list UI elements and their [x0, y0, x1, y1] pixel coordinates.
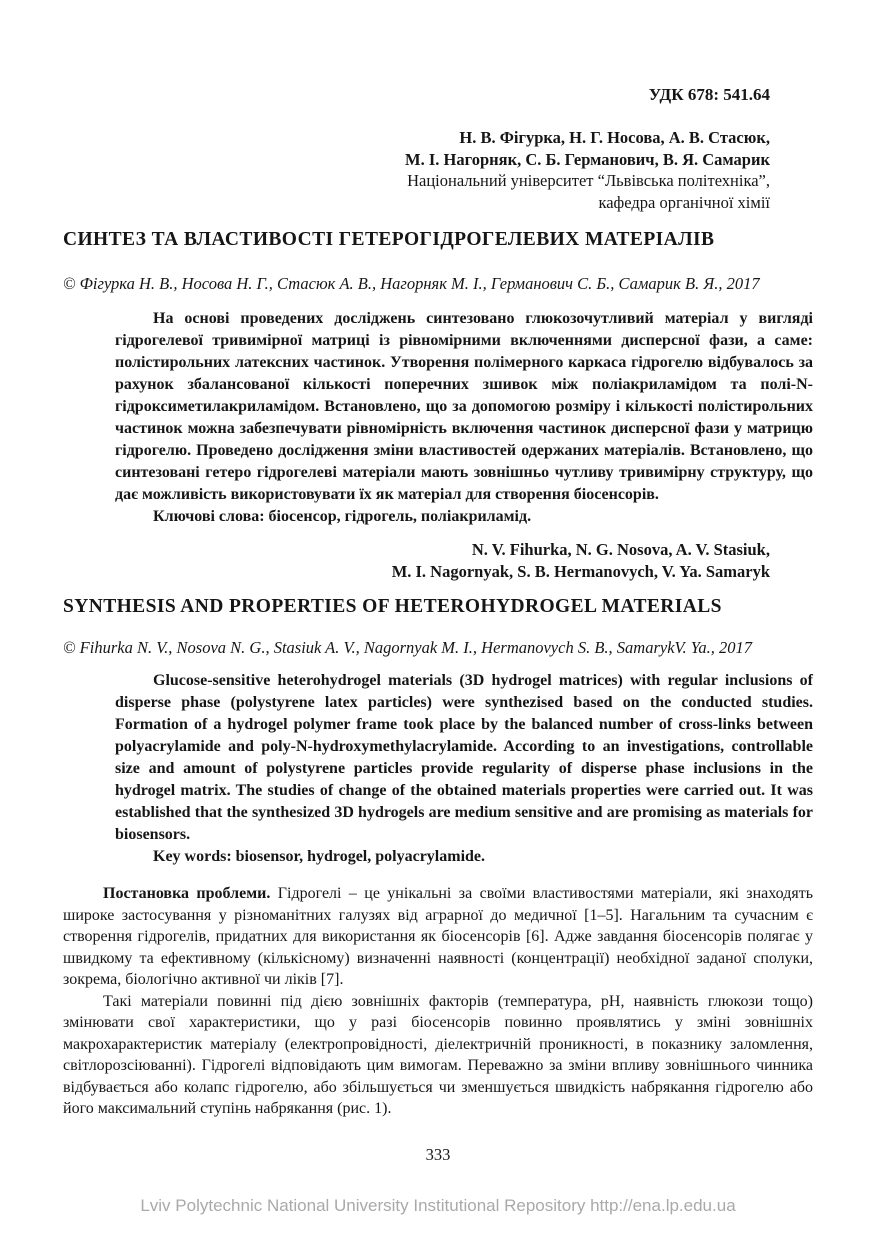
keywords-en: Key words: biosensor, hydrogel, polyacrylamide. — [153, 848, 486, 865]
abstract-uk — [115, 308, 813, 528]
authors-uk-line-1: Н. В. Фігурка, Н. Г. Носова, А. В. Стасюк, — [459, 128, 770, 147]
paragraph-problem-statement-text: Гідрогелі – це унікальні за своїми властивостями матеріали, які знаходять широке застосування у різноманітних галузях від аграрної до медичної [1–5]. Нагальним та сучасним є створення гідрогелів, придатних для використання як біосенсорів [6]. Адже завдання біосенсорів полягає у швидкому та ефективному (кількісному) визначенні наявності (концентрації) необхідної заданої сполуки, зокрема, біологічно активної чи ліків [7]. — [63, 885, 814, 988]
abstract-en-text: Glucose-sensitive heterohydrogel materials (3D hydrogel matrices) with regular inclusions of disperse phase (polystyrene latex particles) were synthezised based on the conducted studies. Formation of a hydrogel polymer frame took place by the balanced number of cross-links between polyacrylamide and poly-N-hydroxymethylacrylamide. According to an investigations, controllable size and amount of polystyrene particles provide regularity of disperse phase inclusions in the hydrogel matrix. The studies of change of the obtained materials properties were carried out. It was established that the synthesized 3D hydrogels are medium sensitive and are promising as materials for biosensors. — [115, 672, 813, 843]
paragraph-materials-properties: Такі матеріали повинні під дією зовнішніх факторів (температура, pH, наявність глюкози тощо) змінювати свої характеристики, що у разі біосенсорів повинно проявлятись у зміні зовнішніх макрохарактеристик матеріалу (електропровідності, діелектричній проникності, в показнику заломлення, світлорозсіюванні). Гідрогелі відповідають цим вимогам. Переважно за зміни впливу зовнішнього чинника відбувається або колапс гідрогелю, або збільшується чи зменшується швидкість набрякання гідрогелю або його максимальний ступінь набрякання (рис. 1). — [63, 992, 813, 1117]
article-title-en: SYNTHESIS AND PROPERTIES OF HETEROHYDROGEL MATERIALS — [63, 596, 722, 617]
abstract-uk-text: На основі проведених досліджень синтезовано глюкозочутливий матеріал у вигляді гідрогелевої тривимірної матриці із рівномірними включеннями дисперсної фази, а саме: полістирольних латексних частинок. Утворення полімерного каркаса гідрогелю відбувалось за рахунок збалансованої кількості поперечних зшивок між поліакриламідом та полі-N-гідроксиметилакриламідом. Встановлено, що за допомогою розміру і кількості полістирольних частинок можна забезпечувати рівномірність включення частинок дисперсної фази у матрицю гідрогелю. Проведено дослідження зміни властивостей одержаних матеріалів. Встановлено, що синтезовані гетеро гідрогелеві матеріали мають зовнішньо чутливу тривимірну структуру, що дає можливість використовувати їх як матеріал для створення біосенсорів. — [115, 310, 813, 503]
copyright-line-en: © Fihurka N. V., Nosova N. G., Stasiuk A. V., Nagornyak M. I., Hermanovych S. B., SamarykV. Ya., 2017 — [63, 638, 753, 657]
authors-en-line-2: M. I. Nagornyak, S. B. Hermanovych, V. Ya. Samaryk — [391, 561, 770, 581]
article-title-uk: СИНТЕЗ ТА ВЛАСТИВОСТІ ГЕТЕРОГІДРОГЕЛЕВИХ МАТЕРІАЛІВ — [63, 229, 715, 250]
authors-en-line-1: N. V. Fihurka, N. G. Nosova, A. V. Stasiuk, — [471, 540, 770, 559]
paragraph-problem-statement — [63, 883, 813, 991]
author-block-uk — [63, 127, 813, 213]
abstract-en — [115, 670, 813, 868]
article-body — [63, 883, 813, 1120]
author-block-en — [63, 539, 813, 582]
repository-footer: Lviv Polytechnic National University Institutional Repository http://ena.lp.edu.ua — [140, 1196, 736, 1215]
affiliation-university: Національний університет “Львівська політехніка”, — [407, 171, 770, 190]
authors-uk-line-2: М. І. Нагорняк, С. Б. Германович, В. Я. Самарик — [405, 149, 770, 169]
udc-code: УДК 678: 541.64 — [648, 85, 770, 104]
page-number: 333 — [425, 1145, 451, 1164]
copyright-line-uk: © Фігурка Н. В., Носова Н. Г., Стасюк А. В., Нагорняк М. І., Германович С. Б., Самарик В. Я., 2017 — [63, 274, 760, 293]
keywords-uk: Ключові слова: біосенсор, гідрогель, поліакриламід. — [153, 508, 532, 525]
affiliation-department: кафедра органічної хімії — [598, 192, 770, 212]
inline-section-heading: Постановка проблеми. — [103, 885, 271, 902]
